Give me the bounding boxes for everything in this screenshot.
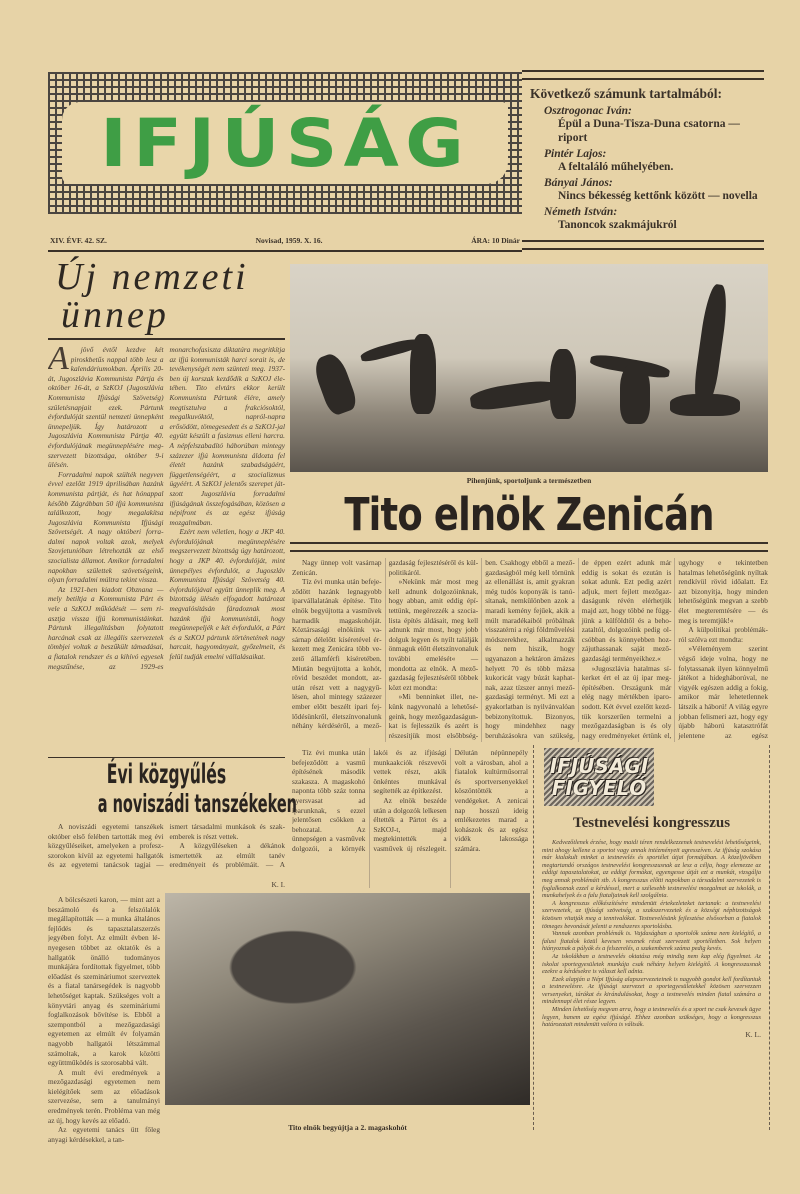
figyelo-title: Testnevelési kongresszus [572,815,731,831]
paragraph: A külpolitikai problémákról szólva ezt mondta: [678,625,768,644]
paragraph: Nagy ünnep volt vasárnap Zenicán. [292,558,382,577]
paragraph: jövő évtől kezdve két piroskbetűs nappal több lesz a kalendáriumokban. Április 20-át, Jugoszlávia Kommunista Pártja és október 16-át, a SzKOJ (Jugoszlávia Kommunista Ifjúsági Szövetség) születésnapjait ezek. Pártunk évfordulóját szentül nemzeti ünnepként ünnepeljük. Így határozott a Jugoszlávia Kommunista Pártja 40. évfordulójának megünneplésére megszervezett bizottsága, október 9-i ülésén. [48,345,164,470]
tito-article-body [292,558,768,742]
divider [522,70,764,80]
item-title: Épül a Duna-Tisza-Duna csatorna — riport [558,118,740,144]
divider [522,240,764,250]
divider [48,757,285,758]
paragraph: Kedvezőtlenek érzése, hogy maidi téren rendelkezzenek testnevelési lehetőségeink, mint ahogy kellene a sportot vagy annak intézményeit agresszíven. Az ifjúság szokása már kialakult minket a testnevelés és sportélet útjai formájában. A közeljövőben megtartandó országos testnevelési kongresszusnak az lesz a célja, hogy elemezze az eddigi tapasztalatokat, az eddigi formákat, egyengesse útját ezt a munkát, vizsgálja meg annak problémáit stb. A kongresszus előtti napokban a társadalmi szervezetek is foglalkoznak ezzel a kérdéssel, mert a szélesebb testnevelési mozgalmat az iskolák, a munkahelyek és a falu fiataljainak kell szolgálnia. [542,839,761,900]
paragraph: A mult évi eredmények a mezőgazdasági egyetemen nem kielégítőek sem az előadások szervezése, sem a tanulmányi eredmények terén. Probléma van még az új, hogy kevés az előadó. [48,1067,160,1125]
item-author: Németh István: [544,206,618,218]
title-line: ünnep [61,294,169,336]
tito-furnace-photo [165,893,530,1105]
paragraph: Ezért nem véletlen, hogy a JKP 40. évfordulójának megünneplésére megszervezett bizottság úgy határozott, hogy a JKP 40. évfordulóját, mint ünnepélyes évfordulót, a Jugoszláv Kommunista Ifjúsági Szövetség 40. évfordulójával együtt ünneplik meg. A bizottság ülésén elfogadott határozat megvalósításán fáradoznak most hazánk ifjú kommunistái, hogy megünnepeljék e két évfordulót, a Párt és a SzKOJ pártunk történetének nagy harcait, hagyományait, győzelmeit, és felül tudják emelni vállalásaikat. [169,527,285,661]
lead-article-body [48,345,285,755]
masthead-panel [62,102,508,184]
next-issue-heading: Következő számunk tartalmából: [530,86,722,101]
signature: K. I. [230,880,285,890]
logo-line: IFJÚSÁGI [549,754,649,778]
evi-article-body [48,822,285,879]
photo-caption: Tito elnök begyújtja a 2. magaskohót [288,1123,407,1132]
newspaper-title: IFJÚSÁG [100,104,470,182]
evi-article-continued [48,895,160,1190]
item-title: Tanoncok szakmájukról [558,219,677,231]
place-date: Novisad, 1959. X. 16. [255,236,323,245]
next-issue-item [522,177,764,203]
figyelo-logo [544,748,654,806]
paragraph: A bölcsészeti karon, — mint azt a beszámoló és a felszólalók megállapították — a munka általános fejlődés és tapasztalatszerzés jegyében folyt. Az elmúlt évben lényegesen többet az oktatók és a hallgatók önálló tudományos munkájára fordítottak figyelmet, több előadást és szemináriumot szerveztek és a fiatal tanársegédek is nagyobb lehetőséget kaptak. Szükséges volt a könyvtári anyag és szemináriumi foglalkozások bővítése is. Ebből a szempontból a mezőgazdasági egyetemen az elmúlt év folyamán nagyobb hallgatói létszámmal számoltak, a karok közötti együttműködés is szorosabbá vált. [48,895,160,1068]
figyelo-body [542,839,761,1126]
price: ÁRA: 10 Dinár [471,236,520,245]
tito-article-continued [292,748,528,888]
paragraph: A közgyűléseken a dékánok ismertették az elmúlt tanév eredményeit és problémáit. — A [169,841,285,870]
paragraph: Az 1921-ben kiadott Obznana — mely betiltja a Kommunista Párt és vele a SzKOJ működését — sem riasztja vissza ifjú kommunistáinkat. Pártunk illegalitásban folytatott harcának csak az illegális szervezetek tömbjei voltak a beszűkült támadásai, a fiatalok rendszer és a kihívó egyesek megszűnése, az 1929-es monarchofasiszta diktatúra megritkítja az ifjú kommunisták harci sorait is, de tevékenységét nem szünteti meg. 1937-ben új korszak kezdődik a SzKOJ életében. Tito elvtárs ekkor került Kommunista Pártunk élére, amely megtisztulva a frakciósoktól, megalkuvóktól, napról-napra erősödött, tömegesedett és a SzKOJ-jal együtt készült a fasizmus elleni harcra. A népfelszabadító háborúban mintegy százezer ifjú kommunista áldozta fel életét hazánk szabadságáért, függetlenségéért, a szocializmus ügyéért. A SzKOJ jelentős szerepet játszott Jugoszlávia forradalmi ifjúságának összefogásában, közösen a népifront és az egész ifjúság mozgalmában. [48,345,285,671]
headline-line: a noviszádi tanszékeken [97,789,298,818]
item-author: Bányai János: [544,177,613,189]
divider [290,542,768,552]
paragraph: Tíz évi munka után befejeződött hazánk legnagyobb iparvállalatának építése. Tito elnök begyújtotta a vasművek harmadik magaskohóját. Köztársasági elnökünk vasárnap délelőtt kíséretével érkezett meg Zenicára több vezető államférfi kíséretében. Miután begyújtotta a kohót, rövid beszédet mondott, azután részt vett a nagygyűlésen, ahol mintegy százezer ember előtt beszélt ipari fejlődésünkről, életszínvonalunk néhány kérdéséről, a mezőgazdaság fejlesztéséről és külpolitikáról. [292,558,479,731]
lead-article-title [55,258,285,334]
logo-line: FIGYELŐ [551,776,647,800]
divider [48,338,285,340]
title-line: Új nemzeti [55,256,249,298]
paragraph: »Mi benninket illet, nekünk nagyvonalú a lehetőségeink, hogy mezőgazdaságunkat is fejlesszük és azért is részesítjük most elsőbbségben. Csakhogy ebből a mezőgazdaságból még kell törnünk az ellenállást is, amit gyakran még tudós koponyák is tanúsítanak, nemkülönben azok a maradi kemény fejűek, akik a múlt maradékaiból próbálnak visszatérni a régi földművelési módszerekhez, alkalmazzák és nem hiszik, hogy ugyanazon a hektáron ámázes helyett 70 és több mázsa kukoricát vagy búzát kaphatnak, azaz tízszer annyi mezőgazdasági terményt. Mi ezt a gyakorlatban is nyilvánvalóan bebizonyítottuk. Bizonyos, hogy mindehhez nagy beruházásokra van szükség, de éppen ezért adunk már eddig is sokat és ezután is sokat adunk. Ezt pedig azért adjuk, mert fejlett mezőgazdaságunk révén elérhetjük majd azt, hogy többé ne függjünk a külföldtől és a behozataltól, dolgozóink pedig olcsóbban és könnyebben hozzájuthassanak saját mezőgazdasági terményeikhez.« [388,558,672,740]
paragraph: »Nekünk már most meg kell adnunk dolgozóinknak, hogy abban, amit eddig építettünk, megérezzék a szocialista építés áldásait, meg kell adnunk már most, hogy jobb dolguk legyen és nyílt találják önmaguk előtt életszínvonaluk további emelését« — mondotta az elnök. A mezőgazdaság fejlesztéséről többek közt ezt mondta: [388,577,479,692]
item-author: Osztrogonac Iván: [544,105,632,117]
paragraph: Forradalmi napok szülték negyven évvel ezelőtt 1919 áprilisában hazánk kommunista pártját, és hat hónappal később Zágrábban 50 ifjú kommunista találkozott, hogy megalakítsa Jugoszlávia Kommunista Ifjúsági Szövetségét. A nagy októberi forradalmi napok voltak azok, melyek Szovjetunióban létrehozták az első szocialista államot. Amikor forradalmi napokban születtek szövetségeink, olyan forradalmi múltra tekint vissza. [48,469,164,585]
paragraph: Az elnök beszéde után a dolgozók lelkesen éltették a Pártot és a SzKOJ-t, majd megtekintették a vasművek új részlegeit. Délután népünnepély volt a városban, ahol a fiatalok kultúrműsorral és sportversenyekkel köszöntötték a vendégeket. A zenicai nap hosszú ideig emlékezetes marad a kohászok és az egész vidék lakossága számára. [373,748,528,853]
paragraph: Az egyetemi tanács ütt főleg anyagi kérdésekkel, a tan- [48,1125,160,1144]
paragraph: Tíz évi munka után befejeződött a vasmű építésének második szakasza. A magaskohó naponta több száz tonna nyersvasat ad iparunknak, s ezzel jelentősen csökken a behozatal. Az ünnepségen a vasművek dolgozói, a környék lakói és az ifjúsági munkaakciók részvevői vettek részt, akik önkéntes munkával segítették az építkezést. [292,748,447,853]
next-issue-item [522,148,764,174]
photo-caption: Pihenjünk, sportoljunk a természetben [466,476,592,485]
drop-cap: A [48,345,69,377]
item-title: A feltaláló műhelyében. [558,161,674,173]
next-issue-item [522,105,764,145]
headline-line: Évi közgyűlés [106,759,227,790]
paragraph: Minden lehetőség megvan arra, hogy a testnevelés és a sport ne csak kevesek ügye legyen, hanem az egész ifjúságé. Ehhez azonban szükséges, hogy a kongresszus határozatait mindenütt valóra is váltsák. [542,1006,761,1029]
paragraph: Vannak azonban problémák is. Vajdaságban a sportolók száma nem kielégítő, a falusi fiatalok közül kevesen vesznek részt szervezett sportéletben. Sok helyen hiányoznak a pályák és a felszerelés, a szakemberek száma pedig kevés. [542,930,761,953]
gymnasts-photo [290,264,768,472]
divider [48,250,522,252]
next-issue-item [522,206,764,232]
ifjusagi-figyelo-box [533,745,770,1130]
tito-headline: Tito elnök Zenicán [344,488,714,541]
item-author: Pintér Lajos: [544,148,607,160]
item-title: Nincs békesség kettőnk között — novella [558,190,758,202]
issue-number: XIV. ÉVF. 42. SZ. [50,236,107,245]
paragraph: Ezek alapján a Népi Ifjúság alapszervezeteinek is nagyobb gondot kell fordítaniuk a testnevelésre. Az ifjúsági szervezet a sportegyesületekkel közösen szervezzen versenyeket, túrákat és kirándulásokat, hogy a testnevelés minden fiatal számára a mindennapi élet része legyen. [542,975,761,1006]
next-issue-box [522,70,764,250]
paragraph: »Véleményem szerint végső ideje volna, hogy ne folytassanak ilyen könnyelmű játékot a hidegháborúval, ne vigyék egészen addig a fokig, amikor már lehetetlennek látszik a háború! A világ egyre jobban felismeri azt, hogy egy újabb háború katasztrófát jelentene az egész [678,644,768,740]
evi-headline [48,759,298,818]
paragraph: A noviszádi egyetemi tanszékek október első felében tartották meg évi közgyűléseiket, amelyeken a profeszszorokon kívül az egyetemi hallgatók és az egyetemi tanácsok tagjai — ismert társadalmi munkások és szakemberek is részt vettek. [48,822,285,870]
paragraph: A kongresszus előkészítésére mindenütt értekezleteket tartanak: a testnevelési szervezetek, az ifjúsági szövetség, a szakszervezetek és a községi népbizottságok közösen vitatják meg a tennivalókat. Testnevelésünk fejlesztése elsősorban a fiatalok tömeges bevonását jelenti a rendszeres sportolásba. [542,899,761,930]
paragraph: Az iskolákban a testnevelés oktatása még mindig nem kap elég figyelmet. Az iskolai sportegyesületek munkája csak néhány helyen kielégítő. A kongresszusnak ezekre a kérdésekre is választ kell adnia. [542,952,761,976]
paragraph: »Jugoszlávia hatalmas síkerket ért el az új ipar megépítésében. Országunk már elég nagy mértékben iparosodott. Két évvel ezelőtt kezdtük korszerűen termelni a mezőgazdaságban is és oly nagy eredményeket értünk el, ugyhogy e tekintetben hatalmas lehetőségünk nyíltak rendkívül rövid időalatt. Ez azt bizonyítja, hogy minden lehetőségünk megvan a szebb élet megteremtésére — és meg is teremtjük!« [581,558,768,740]
dateline [50,236,520,245]
signature: K. L. [745,1029,761,1039]
masthead [48,72,522,214]
